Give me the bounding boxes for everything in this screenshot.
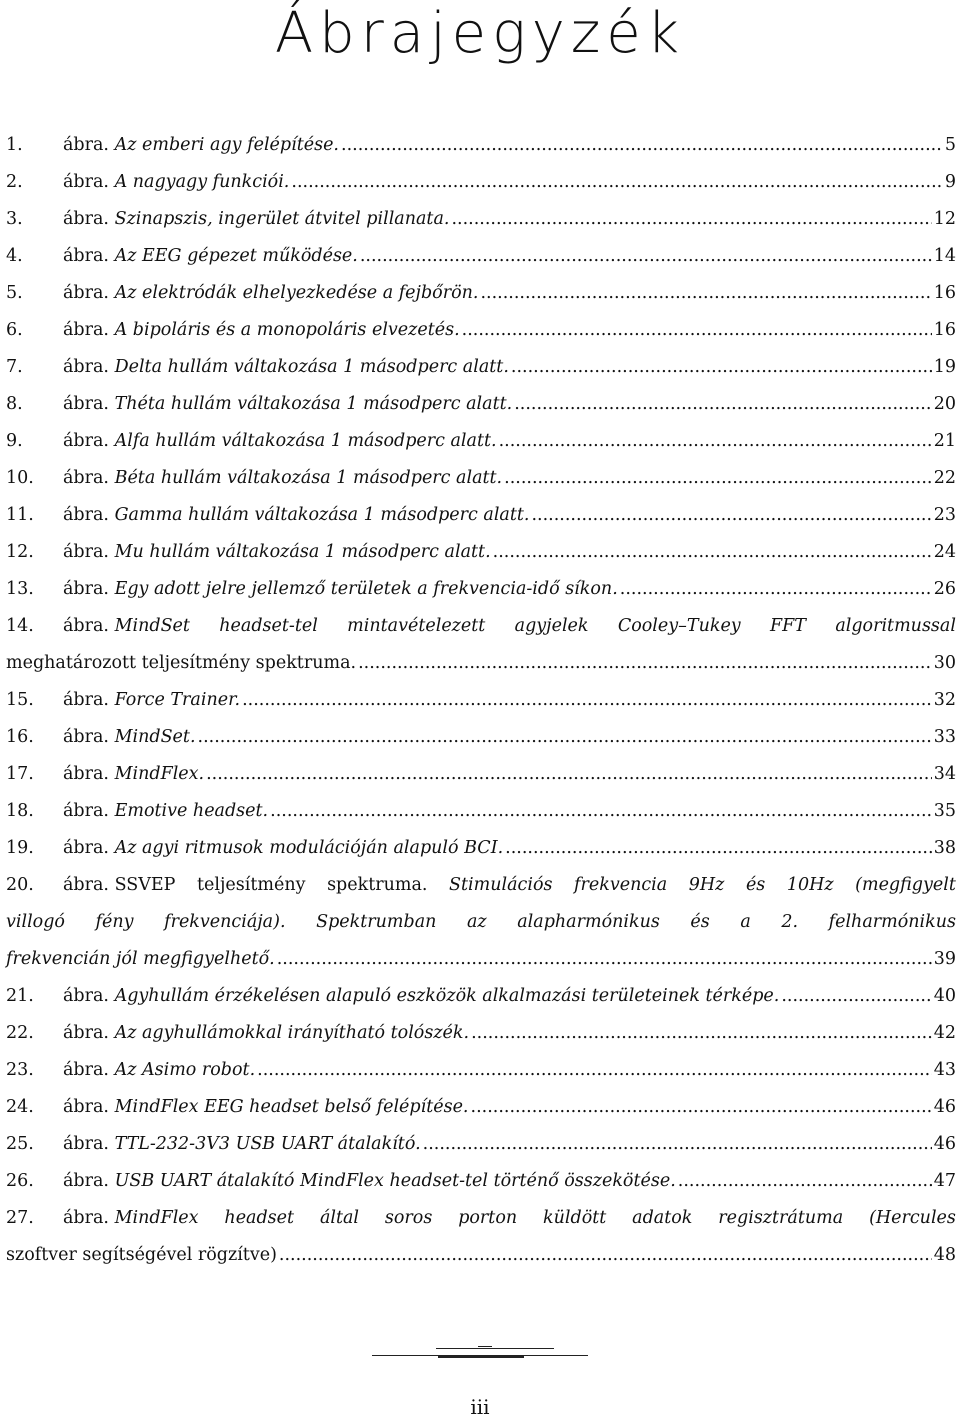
figure-label: ábra. (63, 320, 109, 340)
dot-leader (198, 719, 932, 756)
figure-entry[interactable] (6, 719, 956, 756)
dot-leader (291, 164, 942, 201)
figure-label: ábra. (63, 838, 109, 858)
page-ref: 16 (933, 320, 956, 340)
figure-entry[interactable] (6, 978, 956, 1015)
figure-caption: Théta hullám váltakozása 1 másodperc alatt. (114, 394, 513, 414)
dot-leader (462, 312, 932, 349)
dot-leader (504, 460, 932, 497)
figure-caption: Az EEG gépezet működése. (114, 246, 358, 266)
figure-number: 19. (6, 838, 34, 858)
figure-caption: Agyhullám érzékelésen alapuló eszközök alkalmazási területeinek térképe. (114, 986, 780, 1006)
figure-entry[interactable] (6, 756, 956, 793)
figure-caption: Egy adott jelre jellemző területek a frekvencia-idő síkon. (114, 579, 618, 599)
page-ref: 34 (933, 764, 956, 784)
figure-entry[interactable] (6, 164, 956, 201)
dot-leader (423, 1126, 932, 1163)
caption-word: soros (384, 1208, 433, 1228)
dot-leader (480, 275, 931, 312)
figure-caption: Mu hullám váltakozása 1 másodperc alatt. (114, 542, 491, 562)
figure-caption: MindSet. (114, 727, 196, 747)
figure-label: ábra. (63, 1097, 109, 1117)
figure-caption: Béta hullám váltakozása 1 másodperc alatt. (114, 468, 503, 488)
figure-number: 9. (6, 431, 23, 451)
figure-number: 25. (6, 1134, 34, 1154)
figure-label: ábra. (63, 1023, 109, 1043)
page-ref: 23 (933, 505, 956, 525)
dot-leader (471, 1015, 932, 1052)
page-ref: 40 (933, 986, 956, 1006)
page-ref: 46 (933, 1134, 956, 1154)
figure-label: ábra. (63, 764, 109, 784)
figure-entry[interactable] (6, 830, 956, 867)
caption-word: frekvencia (574, 875, 668, 895)
figure-number: 4. (6, 246, 23, 266)
caption-word: mintavételezett (347, 616, 486, 636)
figure-caption: Delta hullám váltakozása 1 másodperc alatt. (114, 357, 509, 377)
page-ref: 26 (933, 579, 956, 599)
caption-word: és (690, 912, 710, 932)
dot-leader (511, 349, 932, 386)
figure-label: ábra. (63, 283, 109, 303)
caption-word: és (745, 875, 766, 895)
figure-entry[interactable] (6, 423, 956, 460)
figure-entry[interactable] (6, 1163, 956, 1200)
caption-word: Spektrumban (316, 912, 437, 932)
figure-label: ábra. (63, 357, 109, 377)
page-ref: 46 (933, 1097, 956, 1117)
figure-number: 1. (6, 135, 23, 155)
figure-entry[interactable] (6, 1052, 956, 1089)
caption-word: FFT (770, 616, 806, 636)
dot-leader (531, 497, 931, 534)
caption-word: 10Hz (786, 875, 834, 895)
figure-label: ábra. (63, 135, 109, 155)
figure-label: ábra. (63, 616, 109, 636)
figure-label: ábra. (63, 579, 109, 599)
figure-label: ábra. (63, 801, 109, 821)
caption-word: a (740, 912, 751, 932)
figure-label: ábra. (63, 431, 109, 451)
page-ref: 35 (933, 801, 956, 821)
figure-entry[interactable] (6, 312, 956, 349)
figure-label: ábra. (63, 246, 109, 266)
figure-number: 24. (6, 1097, 34, 1117)
figure-caption: MindFlex. (114, 764, 205, 784)
figure-label: ábra. (63, 172, 109, 192)
caption-word: adatok (632, 1208, 693, 1228)
caption-word: 9Hz (688, 875, 725, 895)
caption-word: teljesítmény (197, 875, 306, 895)
figure-caption: Emotive headset. (114, 801, 269, 821)
figure-number: 20. (6, 875, 34, 895)
caption-word: frekvenciája). (164, 912, 286, 932)
figure-label: ábra. (63, 986, 109, 1006)
figure-caption: Az elektródák elhelyezkedése a fejbőrön. (114, 283, 479, 303)
dot-leader (242, 682, 932, 719)
caption-word: fény (95, 912, 134, 932)
dot-leader (493, 534, 932, 571)
figure-entry[interactable] (6, 238, 956, 275)
page-ref: 19 (933, 357, 956, 377)
figure-number: 11. (6, 505, 34, 525)
figure-entry[interactable] (6, 793, 956, 830)
page-ref: 33 (933, 727, 956, 747)
figure-entry[interactable] (6, 386, 956, 423)
figure-label: ábra. (63, 1134, 109, 1154)
figure-number: 2. (6, 172, 23, 192)
figure-number: 12. (6, 542, 34, 562)
dot-leader (206, 756, 932, 793)
caption-word: spektruma. (327, 875, 428, 895)
caption-word: küldött (543, 1208, 607, 1228)
figure-entry[interactable] (6, 867, 956, 978)
caption-word: felharmónikus (828, 912, 956, 932)
page-ref: 48 (933, 1245, 956, 1265)
figure-entry[interactable] (6, 201, 956, 238)
dot-leader (471, 1089, 932, 1126)
figure-list (6, 127, 956, 1274)
figure-number: 17. (6, 764, 34, 784)
caption-word: Stimulációs (449, 875, 553, 895)
page-ref: 47 (933, 1171, 956, 1191)
figure-label: ábra. (63, 690, 109, 710)
page-ref: 42 (933, 1023, 956, 1043)
figure-caption: Gamma hullám váltakozása 1 másodperc alatt. (114, 505, 530, 525)
figure-caption: Az agyhullámokkal irányítható tolószék. (114, 1023, 470, 1043)
figure-caption: Alfa hullám váltakozása 1 másodperc alatt. (114, 431, 497, 451)
figure-entry[interactable] (6, 534, 956, 571)
caption-word: (megfigyelt (855, 875, 956, 895)
figure-entry[interactable] (6, 349, 956, 386)
caption-word: 2. (781, 912, 799, 932)
page-ref: 39 (933, 949, 956, 969)
dot-leader (341, 127, 943, 164)
figure-entry[interactable] (6, 682, 956, 719)
figure-caption: szoftver segítségével rögzítve) (6, 1245, 277, 1265)
figure-caption: Az agyi ritmusok modulációján alapuló BCI. (114, 838, 504, 858)
figure-caption: Az emberi agy felépítése. (114, 135, 339, 155)
figure-label: ábra. (63, 394, 109, 414)
dot-leader (781, 978, 931, 1015)
figure-caption: Az Asimo robot. (114, 1060, 256, 1080)
figure-number: 18. (6, 801, 34, 821)
dot-leader (514, 386, 932, 423)
figure-label: ábra. (63, 1171, 109, 1191)
figure-label: ábra. (63, 505, 109, 525)
figure-number: 27. (6, 1208, 34, 1228)
figure-number: 7. (6, 357, 23, 377)
dot-leader (360, 238, 932, 275)
dot-leader (505, 830, 932, 867)
figure-caption: USB UART átalakító MindFlex headset-tel történő összekötése. (114, 1171, 676, 1191)
footnote-separator (0, 1338, 960, 1358)
figure-number: 13. (6, 579, 34, 599)
figure-number: 3. (6, 209, 23, 229)
figure-number: 10. (6, 468, 34, 488)
figure-caption: A nagyagy funkciói. (114, 172, 290, 192)
figure-number: 6. (6, 320, 23, 340)
figure-label: ábra. (63, 1208, 109, 1228)
caption-word: (Hercules (869, 1208, 956, 1228)
figure-caption: TTL-232-3V3 USB UART átalakító. (114, 1134, 421, 1154)
page-title: Ábrajegyzék (274, 1, 686, 66)
dot-leader (451, 201, 931, 238)
caption-word: algoritmussal (835, 616, 956, 636)
figure-label: ábra. (63, 1060, 109, 1080)
page-ref: 21 (933, 431, 956, 451)
figure-caption: A bipoláris és a monopoláris elvezetés. (114, 320, 460, 340)
figure-number: 5. (6, 283, 23, 303)
figure-entry[interactable] (6, 1126, 956, 1163)
page-number: iii (470, 1395, 490, 1419)
page-ref: 20 (933, 394, 956, 414)
dot-leader (279, 1237, 932, 1274)
figure-entry[interactable] (6, 497, 956, 534)
caption-word: Cooley–Tukey (617, 616, 741, 636)
figure-number: 23. (6, 1060, 34, 1080)
figure-number: 26. (6, 1171, 34, 1191)
page-ref: 14 (933, 246, 956, 266)
figure-entry[interactable] (6, 1015, 956, 1052)
dot-leader (270, 793, 932, 830)
figure-caption: frekvencián jól megfigyelhető. (6, 949, 275, 969)
dot-leader (277, 941, 932, 978)
caption-word: regisztrátuma (718, 1208, 844, 1228)
dot-leader (257, 1052, 932, 1089)
figure-caption: Szinapszis, ingerület átvitel pillanata. (114, 209, 450, 229)
dot-leader (499, 423, 932, 460)
caption-word: porton (458, 1208, 518, 1228)
figure-label: ábra. (63, 542, 109, 562)
caption-word: alapharmónikus (517, 912, 660, 932)
figure-caption: Force Trainer. (114, 690, 241, 710)
page-ref: 30 (933, 653, 956, 673)
figure-number: 22. (6, 1023, 34, 1043)
caption-word: headset-tel (219, 616, 318, 636)
figure-number: 15. (6, 690, 34, 710)
figure-entry[interactable] (6, 1089, 956, 1126)
page-ref: 12 (933, 209, 956, 229)
caption-word: villogó (6, 912, 65, 932)
caption-word: MindSet (114, 616, 190, 636)
caption-word: headset (224, 1208, 295, 1228)
caption-word: SSVEP (114, 875, 176, 895)
figure-entry[interactable] (6, 275, 956, 312)
page-ref: 43 (933, 1060, 956, 1080)
figure-caption: meghatározott teljesítmény spektruma. (6, 653, 357, 673)
figure-entry[interactable] (6, 460, 956, 497)
caption-word: agyjelek (514, 616, 589, 636)
figure-caption: MindFlex EEG headset belső felépítése. (114, 1097, 469, 1117)
caption-word: által (319, 1208, 360, 1228)
page-ref: 22 (933, 468, 956, 488)
figure-number: 21. (6, 986, 34, 1006)
page-ref: 32 (933, 690, 956, 710)
figure-entry[interactable] (6, 608, 956, 682)
page-ref: 16 (933, 283, 956, 303)
figure-number: 8. (6, 394, 23, 414)
figure-label: ábra. (63, 209, 109, 229)
dot-leader (678, 1163, 932, 1200)
figure-entry[interactable] (6, 1200, 956, 1274)
caption-word: MindFlex (114, 1208, 199, 1228)
figure-number: 14. (6, 616, 34, 636)
dot-leader (358, 645, 932, 682)
dot-leader (620, 571, 932, 608)
page-ref: 38 (933, 838, 956, 858)
figure-entry[interactable] (6, 571, 956, 608)
figure-entry[interactable] (6, 127, 956, 164)
figure-label: ábra. (63, 875, 109, 895)
page-ref: 9 (944, 172, 956, 192)
figure-number: 16. (6, 727, 34, 747)
caption-word: az (467, 912, 487, 932)
page-ref: 24 (933, 542, 956, 562)
figure-label: ábra. (63, 468, 109, 488)
page-ref: 5 (944, 135, 956, 155)
figure-label: ábra. (63, 727, 109, 747)
